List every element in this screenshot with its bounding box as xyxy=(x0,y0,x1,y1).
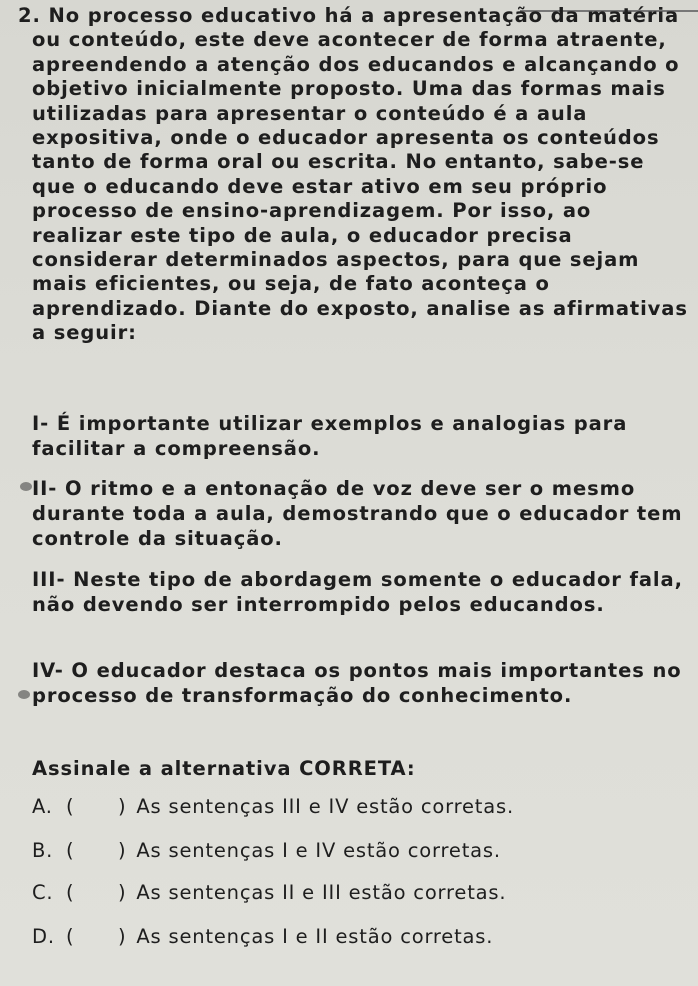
answer-checkbox-close[interactable]: ) xyxy=(118,795,127,818)
ink-mark xyxy=(18,690,30,699)
answer-checkbox-close[interactable]: ) xyxy=(118,925,127,948)
instruction-text: Assinale a alternativa CORRETA: xyxy=(32,757,416,780)
question-text xyxy=(18,4,688,346)
answer-checkbox-open[interactable]: ( xyxy=(66,881,75,904)
answer-checkbox-open[interactable]: ( xyxy=(66,925,75,948)
option-b[interactable] xyxy=(32,839,501,862)
statement-4: IV- O educador destaca os pontos mais importantes no processo de transformação do conhecimento. xyxy=(32,659,682,707)
option-text: As sentenças I e IV estão corretas. xyxy=(136,839,501,862)
answer-checkbox-open[interactable]: ( xyxy=(66,839,75,862)
statement-3: III- Neste tipo de abordagem somente o educador fala, não devendo ser interrompido pelos educandos. xyxy=(32,568,683,616)
answer-checkbox-open[interactable]: ( xyxy=(66,795,75,818)
question-body: No processo educativo há a apresentação da matéria ou conteúdo, este deve acontecer de forma atraente, apreendendo a atenção dos educandos e alcançando o objetivo inicialmente proposto. Uma das formas mais utilizadas para apresentar o conteúdo é a aula expositiva, onde o educador apresenta os conteúdos tanto de forma oral ou escrita. No entanto, sabe-se que o educando deve estar ativo em seu próprio processo de ensino-aprendizagem. Por isso, ao realizar este tipo de aula, o educador precisa considerar determinados aspectos, para que sejam mais eficientes, ou seja, de fato aconteça o aprendizado. Diante do exposto, analise as afirmativas a seguir: xyxy=(32,4,688,345)
option-letter: C. xyxy=(32,881,54,904)
ink-mark xyxy=(20,482,32,491)
question-block xyxy=(18,4,688,346)
statement-2: II- O ritmo e a entonação de voz deve ser o mesmo durante toda a aula, demostrando que o educador tem controle da situação. xyxy=(32,477,683,550)
option-text: As sentenças III e IV estão corretas. xyxy=(136,795,514,818)
option-c[interactable] xyxy=(32,881,506,904)
statement-1: I- É importante utilizar exemplos e analogias para facilitar a compreensão. xyxy=(32,412,628,460)
question-number: 2. xyxy=(18,4,41,27)
option-d[interactable] xyxy=(32,925,493,948)
option-text: As sentenças II e III estão corretas. xyxy=(136,881,507,904)
option-letter: B. xyxy=(32,839,54,862)
option-text: As sentenças I e II estão corretas. xyxy=(136,925,494,948)
answer-checkbox-close[interactable]: ) xyxy=(118,839,127,862)
answer-checkbox-close[interactable]: ) xyxy=(118,881,127,904)
option-letter: D. xyxy=(32,925,55,948)
option-a[interactable] xyxy=(32,795,514,818)
option-letter: A. xyxy=(32,795,53,818)
